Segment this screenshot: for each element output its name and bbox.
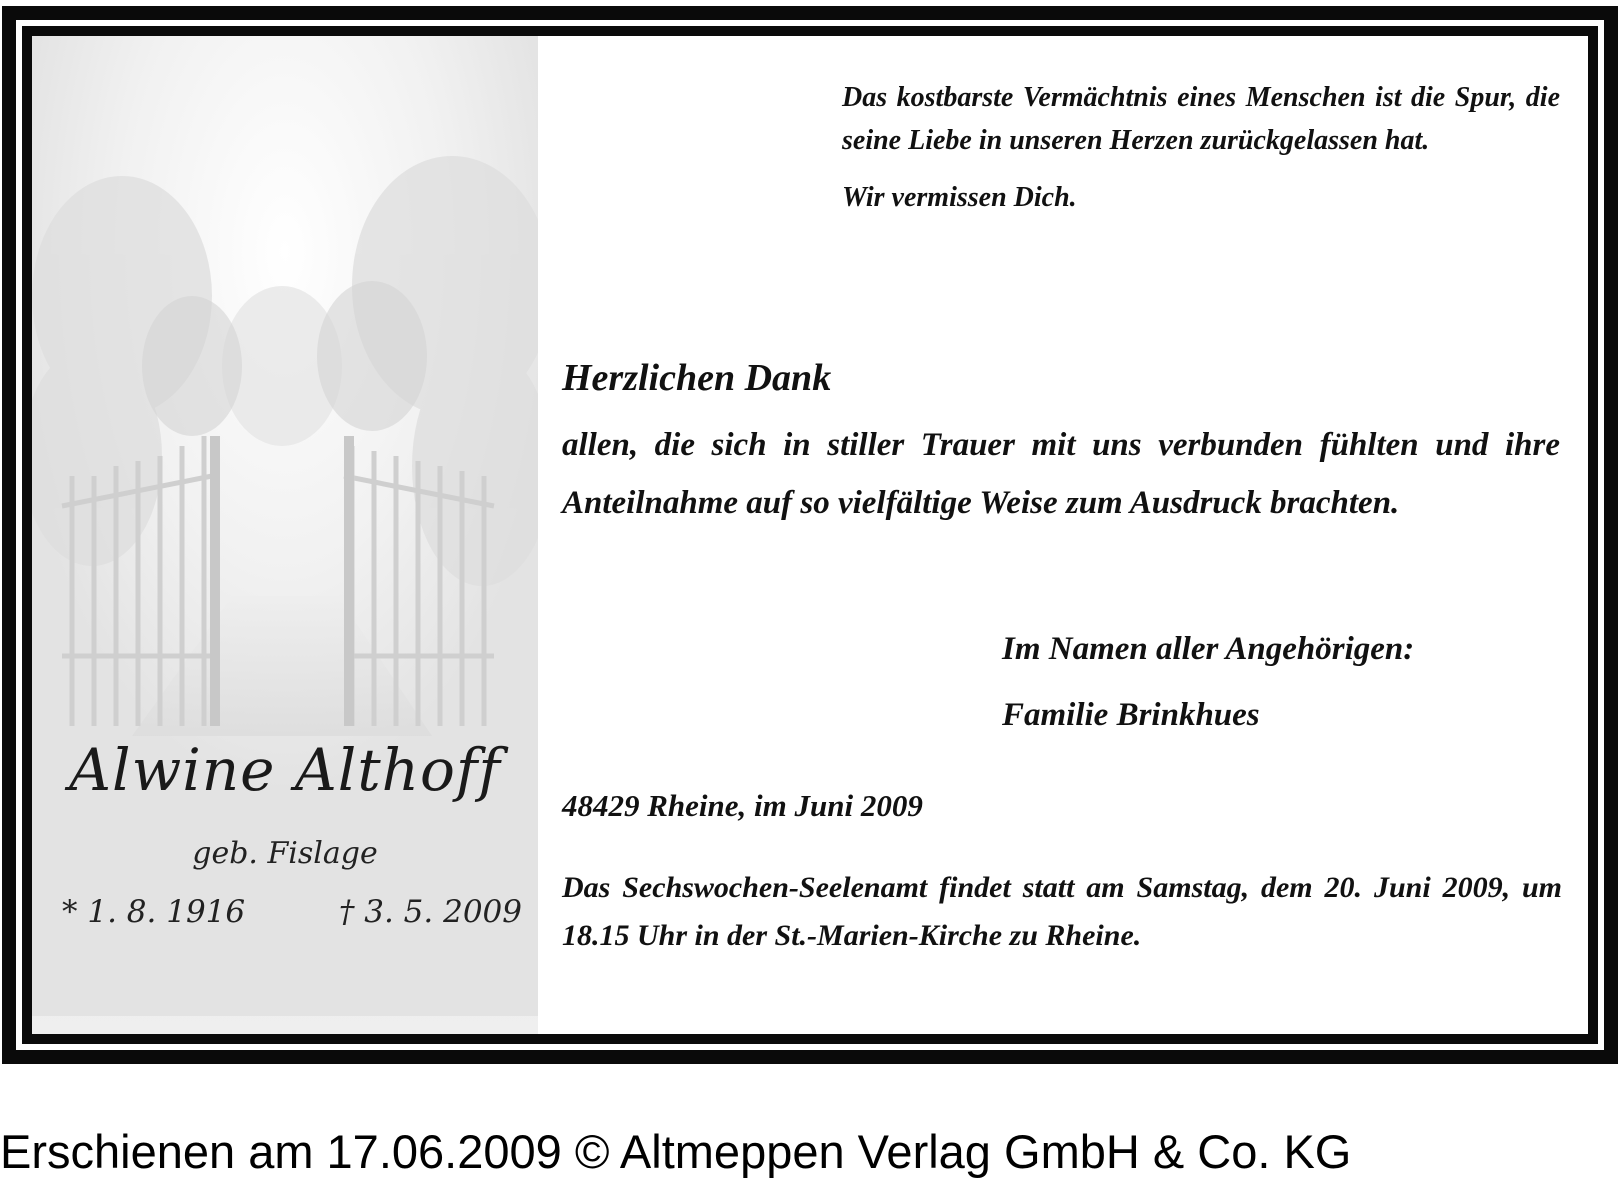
thanks-text: allen, die sich in stiller Trauer mit uns verbunden fühlten und ihre Anteilnahme auf so vielfältige Weise zum Ausdruck brachten. xyxy=(562,427,1560,521)
life-dates xyxy=(62,894,522,930)
signoff-on-behalf: Im Namen aller Angehörigen: xyxy=(1002,631,1415,667)
publication-footer: Erschienen am 17.06.2009 © Altmeppen Verlag GmbH & Co. KG xyxy=(0,1125,1352,1178)
obituary-card xyxy=(32,36,1588,1034)
quote-missing-you: Wir vermissen Dich. xyxy=(842,182,1077,213)
place-and-date: 48429 Rheine, im Juni 2009 xyxy=(562,788,923,823)
thanks-heading: Herzlichen Dank xyxy=(562,357,832,399)
signoff xyxy=(1002,616,1414,748)
birth-name: geb. Fislage xyxy=(192,836,378,871)
death-date: † 3. 5. 2009 xyxy=(338,894,522,930)
outer-black-border xyxy=(2,6,1618,1064)
border-gap xyxy=(16,20,1604,1050)
inner-black-border xyxy=(22,26,1598,1044)
deceased-name: Alwine Althoff xyxy=(69,736,501,804)
signoff-family: Familie Brinkhues xyxy=(1002,697,1260,733)
quote-text: Das kostbarste Vermächtnis eines Menschen ist die Spur, die seine Liebe in unseren Herzen zurückgelassen hat. xyxy=(842,82,1560,156)
memorial-image-panel xyxy=(32,36,538,1034)
birth-date: * 1. 8. 1916 xyxy=(62,894,246,930)
memorial-quote xyxy=(842,76,1560,219)
service-notice: Das Sechswochen-Seelenamt findet statt am Samstag, dem 20. Juni 2009, um 18.15 Uhr in der St.-Marien-Kirche zu Rheine. xyxy=(562,871,1562,952)
